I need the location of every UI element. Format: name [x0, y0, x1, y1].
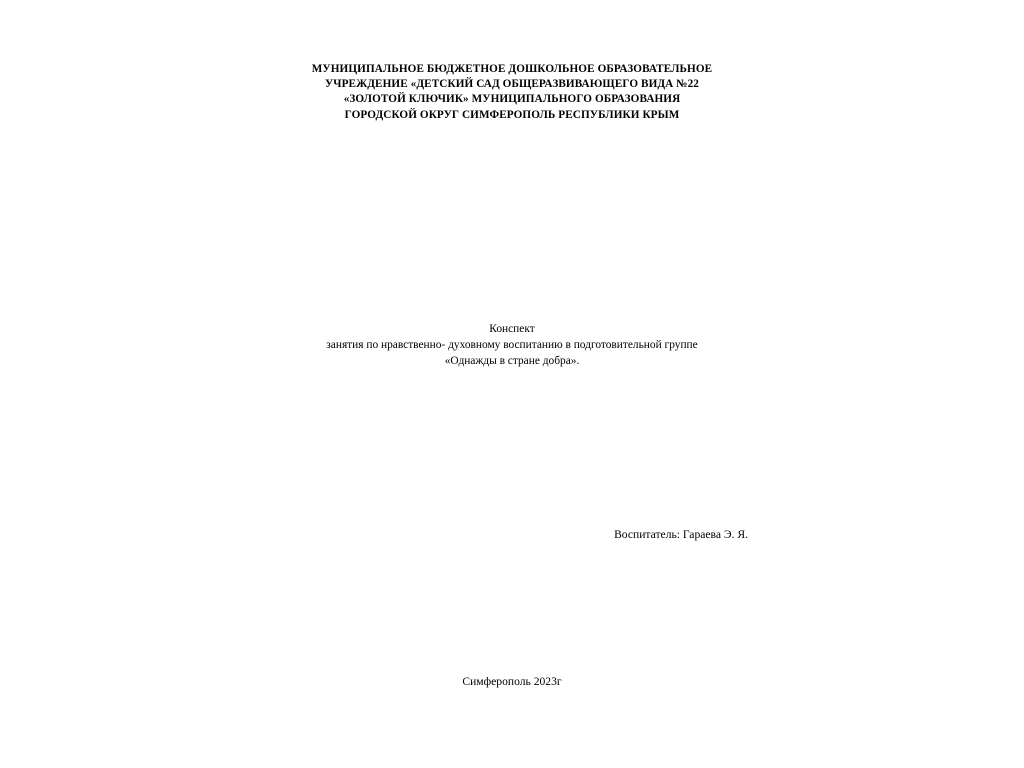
institution-header-line-2: УЧРЕЖДЕНИЕ «ДЕТСКИЙ САД ОБЩЕРАЗВИВАЮЩЕГО ВИДА №22 — [324, 78, 699, 91]
title-line-3: «Однажды в стране добра». — [444, 355, 580, 367]
title-line-1: Конспект — [489, 323, 535, 335]
institution-header-line-4: ГОРОДСКОЙ ОКРУГ СИМФЕРОПОЛЬ РЕСПУБЛИКИ КРЫМ — [344, 108, 680, 121]
place-and-year-line-1: Симферополь 2023г — [462, 675, 562, 688]
place-and-year — [0, 674, 1024, 689]
institution-header — [0, 62, 1024, 123]
institution-header-line-3: «ЗОЛОТОЙ КЛЮЧИК» МУНИЦИПАЛЬНОГО ОБРАЗОВАНИЯ — [343, 93, 681, 106]
author-line: Воспитатель: Гараева Э. Я. — [614, 528, 748, 541]
institution-header-line-1: МУНИЦИПАЛЬНОЕ БЮДЖЕТНОЕ ДОШКОЛЬНОЕ ОБРАЗОВАТЕЛЬНОЕ — [311, 63, 713, 75]
title-line-2: занятия по нравственно- духовному воспитанию в подготовительной группе — [326, 339, 698, 351]
document-title — [0, 321, 1024, 369]
